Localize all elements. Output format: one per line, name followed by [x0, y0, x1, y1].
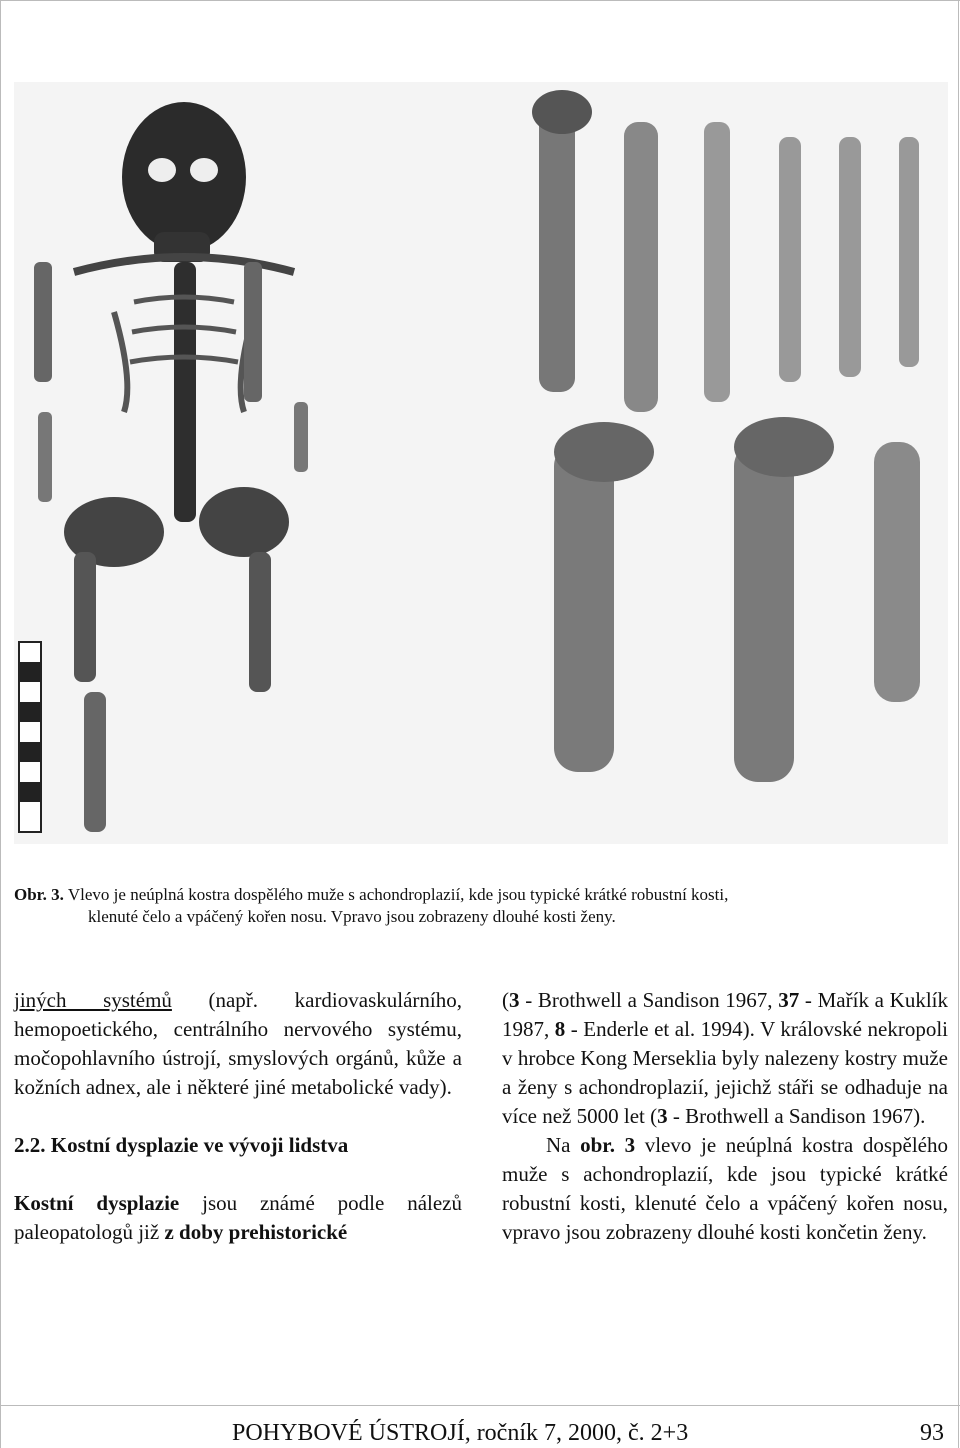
- left-paragraph-2: [14, 1189, 462, 1247]
- journal-info: POHYBOVÉ ÚSTROJÍ, ročník 7, 2000, č. 2+3: [232, 1420, 689, 1446]
- r2b: 37: [778, 988, 800, 1012]
- r4: - Enderle et al. 1994). V královské nekropoli v hrobce Kong Merseklia byly nalezeny kostry muže a ženy s achondroplazií, jejichž stáři se odhaduje na více než 5000 let (: [502, 1017, 949, 1128]
- r2: - Brothwell a Sandison 1967,: [519, 988, 779, 1012]
- figure-caption: [14, 884, 944, 928]
- top-rule: [0, 0, 960, 1]
- footer-rule: [0, 1405, 960, 1406]
- p2d: 3: [624, 1133, 636, 1157]
- r1: (: [502, 988, 509, 1012]
- right-paragraph-2: [502, 1131, 948, 1247]
- bold-term-2: z doby prehistorické: [164, 1220, 348, 1244]
- left-paragraph-1: [14, 986, 462, 1102]
- r1b: 3: [509, 988, 520, 1012]
- r5: - Brothwell a Sandison 1967).: [667, 1104, 926, 1128]
- r3b: 8: [554, 1017, 566, 1041]
- r3: - Mařík a Kuklík 1987,: [502, 988, 948, 1041]
- p2e: vlevo je neúplná kostra dospělého muže s achondroplazií, kde jsou typické krátké robustní kosti, klenuté čelo a vpáčený kořen nosu, vpravo jsou zobrazeny dlouhé kosti končetin ženy.: [502, 1133, 948, 1244]
- left-paragraph-2-text: jsou známé podle nálezů paleopatologů již: [14, 1191, 462, 1244]
- figure-label: Obr. 3.: [14, 885, 64, 904]
- r4b: 3: [657, 1104, 668, 1128]
- p2a: Na: [546, 1133, 581, 1157]
- left-column: [14, 986, 462, 1247]
- section-heading: 2.2. Kostní dysplazie ve vývoji lidstva: [14, 1133, 349, 1157]
- p2b: obr.: [580, 1133, 615, 1157]
- page-number: 93: [920, 1420, 944, 1446]
- left-rule: [0, 0, 1, 1448]
- left-paragraph-1-text: (např. kardiovaskulárního, hemopoetického, centrálního nervového systému, močopohlavního ústrojí, smyslových orgánů, kůže a kožních adnex, ale i některé jiné metabolické vady).: [14, 988, 462, 1099]
- page-footer: [0, 1416, 960, 1448]
- p2c: [615, 1133, 625, 1157]
- right-rule: [958, 0, 959, 1448]
- underlined-term: jiných systémů: [14, 988, 172, 1012]
- caption-line-1: Vlevo je neúplná kostra dospělého muže s achondroplazií, kde jsou typické krátké robustní kosti,: [67, 885, 729, 904]
- caption-line-2: klenuté čelo a vpáčený kořen nosu. Vpravo jsou zobrazeny dlouhé kosti ženy.: [88, 907, 616, 926]
- bold-term: Kostní dysplazie: [14, 1191, 180, 1215]
- right-paragraph-1: [502, 986, 948, 1131]
- skeleton-photo: [14, 82, 948, 844]
- right-column: [502, 986, 948, 1247]
